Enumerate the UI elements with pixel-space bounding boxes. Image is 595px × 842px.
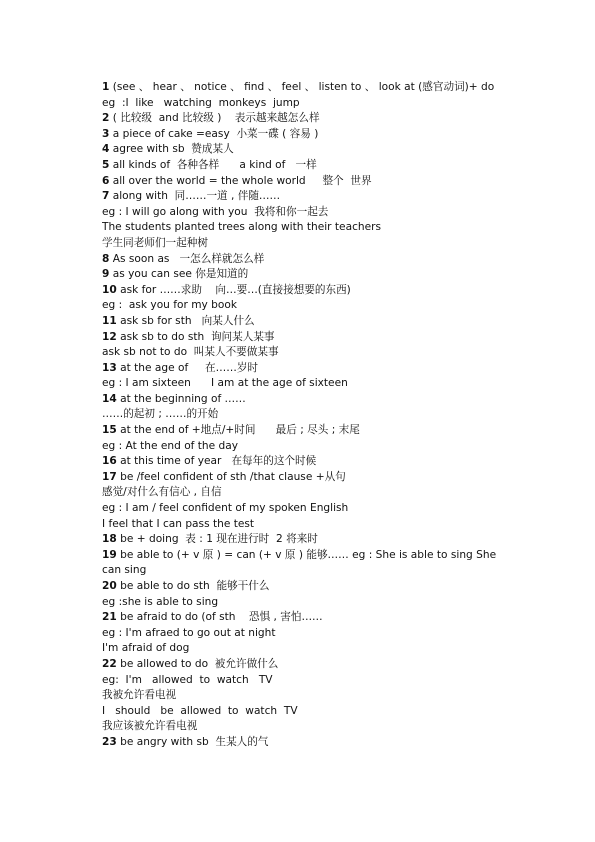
line-text: be allowed to do 被允许做什么 xyxy=(116,657,279,670)
text-line xyxy=(102,392,497,408)
text-line xyxy=(102,626,497,642)
text-line xyxy=(102,579,497,595)
line-text: as you can see 你是知道的 xyxy=(109,268,249,281)
line-text: ask sb not to do 叫某人不要做某事 xyxy=(102,346,279,359)
line-text: eg: I'm allowed to watch TV xyxy=(102,673,273,686)
text-line xyxy=(102,673,497,689)
line-text: agree with sb 赞成某人 xyxy=(109,143,234,156)
text-line xyxy=(102,407,497,423)
item-number: 13 xyxy=(102,361,117,374)
item-number: 2 xyxy=(102,112,110,125)
line-text: 感觉/对什么有信心 , 自信 xyxy=(102,486,222,499)
text-line xyxy=(102,610,497,626)
text-line xyxy=(102,345,497,361)
text-line xyxy=(102,532,497,548)
item-number: 12 xyxy=(102,330,117,343)
item-number: 6 xyxy=(102,174,110,187)
line-text: I feel that I can pass the test xyxy=(102,517,255,530)
line-text: be afraid to do (of sth 恐惧 , 害怕…… xyxy=(116,611,323,624)
text-line xyxy=(102,719,497,735)
line-text: ……的起初 ; ……的开始 xyxy=(102,408,219,421)
line-text: I'm afraid of dog xyxy=(102,642,190,655)
text-line xyxy=(102,189,497,205)
line-text: be able to (+ v 原 ) = can (+ v 原 ) 能够…… eg : She is able to sing She can sing xyxy=(102,548,497,577)
item-number: 11 xyxy=(102,314,117,327)
item-number: 10 xyxy=(102,283,117,296)
text-line xyxy=(102,470,497,486)
line-text: 我被允许看电视 xyxy=(102,689,177,702)
text-line xyxy=(102,501,497,517)
line-text: ( 比较级 and 比较级 ) 表示越来越怎么样 xyxy=(109,112,320,125)
line-text: at the beginning of …… xyxy=(116,392,246,405)
line-text: ask sb for sth 向某人什么 xyxy=(116,314,255,327)
item-number: 9 xyxy=(102,268,110,281)
text-line xyxy=(102,517,497,533)
line-text: all over the world = the whole world 整个 世界 xyxy=(109,174,372,187)
text-line xyxy=(102,439,497,455)
text-line xyxy=(102,330,497,346)
text-line xyxy=(102,236,497,252)
line-text: be /feel confident of sth /that clause +从句 xyxy=(116,470,346,483)
text-line xyxy=(102,252,497,268)
line-text: be + doing 表 : 1 现在进行时 2 将来时 xyxy=(116,533,318,546)
item-number: 8 xyxy=(102,252,110,265)
text-line xyxy=(102,205,497,221)
text-line xyxy=(102,688,497,704)
text-line xyxy=(102,158,497,174)
line-text: eg : I will go along with you 我将和你一起去 xyxy=(102,205,329,218)
text-line xyxy=(102,376,497,392)
item-number: 14 xyxy=(102,392,117,405)
text-line xyxy=(102,314,497,330)
text-line xyxy=(102,298,497,314)
line-text: eg : At the end of the day xyxy=(102,439,239,452)
line-text: be able to do sth 能够干什么 xyxy=(116,580,270,592)
item-number: 5 xyxy=(102,158,110,171)
item-number: 7 xyxy=(102,190,110,203)
text-line xyxy=(102,111,497,127)
line-text: 我应该被允许看电视 xyxy=(102,720,198,733)
text-line xyxy=(102,735,497,751)
document-page xyxy=(102,80,497,751)
line-text: eg :I like watching monkeys jump xyxy=(102,96,300,109)
line-text: eg : I am / feel confident of my spoken English xyxy=(102,502,349,515)
item-number: 1 xyxy=(102,81,110,93)
item-number: 18 xyxy=(102,533,117,546)
item-number: 20 xyxy=(102,580,117,592)
text-line xyxy=(102,704,497,720)
line-text: at this time of year 在每年的这个时候 xyxy=(116,455,317,468)
line-text: along with 同……一道 , 伴随…… xyxy=(109,190,281,203)
text-line xyxy=(102,657,497,673)
item-number: 23 xyxy=(102,735,117,748)
text-line xyxy=(102,454,497,470)
item-number: 22 xyxy=(102,657,117,670)
line-text: be angry with sb 生某人的气 xyxy=(116,735,269,748)
line-text: eg :she is able to sing xyxy=(102,595,219,608)
line-text: all kinds of 各种各样 a kind of 一样 xyxy=(109,158,317,171)
line-text: 学生同老师们一起种树 xyxy=(102,236,208,249)
item-number: 15 xyxy=(102,424,117,437)
line-text: at the end of +地点/+时间 最后 ; 尽头 ; 末尾 xyxy=(116,424,360,437)
line-text: (see 、 hear 、 notice 、 find 、 feel 、 listen to 、 look at (感官动词)+ do xyxy=(109,81,495,93)
text-line xyxy=(102,361,497,377)
item-number: 4 xyxy=(102,143,110,156)
line-text: ask sb to do sth 询问某人某事 xyxy=(116,330,275,343)
text-line xyxy=(102,96,497,112)
item-number: 21 xyxy=(102,611,117,624)
line-text: at the age of 在……岁时 xyxy=(116,361,259,374)
text-line xyxy=(102,423,497,439)
text-line xyxy=(102,641,497,657)
text-line xyxy=(102,485,497,501)
item-number: 19 xyxy=(102,548,117,561)
line-text: As soon as 一怎么样就怎么样 xyxy=(109,252,265,265)
text-line xyxy=(102,142,497,158)
item-number: 16 xyxy=(102,455,117,468)
text-line xyxy=(102,283,497,299)
line-text: ask for ……求助 向…要…(直接接想要的东西) xyxy=(116,283,351,296)
item-number: 3 xyxy=(102,127,110,140)
text-line xyxy=(102,174,497,190)
text-line xyxy=(102,548,497,579)
line-text: The students planted trees along with their teachers xyxy=(102,221,382,234)
text-line xyxy=(102,220,497,236)
item-number: 17 xyxy=(102,470,117,483)
text-line xyxy=(102,80,497,96)
text-line xyxy=(102,127,497,143)
line-text: I should be allowed to watch TV xyxy=(102,704,298,717)
line-text: eg : I am sixteen I am at the age of sixteen xyxy=(102,377,348,390)
line-text: eg : ask you for my book xyxy=(102,299,237,312)
line-text: eg : I'm afraed to go out at night xyxy=(102,626,276,639)
text-line xyxy=(102,267,497,283)
line-text: a piece of cake =easy 小菜一碟 ( 容易 ) xyxy=(109,127,319,140)
text-line xyxy=(102,595,497,611)
